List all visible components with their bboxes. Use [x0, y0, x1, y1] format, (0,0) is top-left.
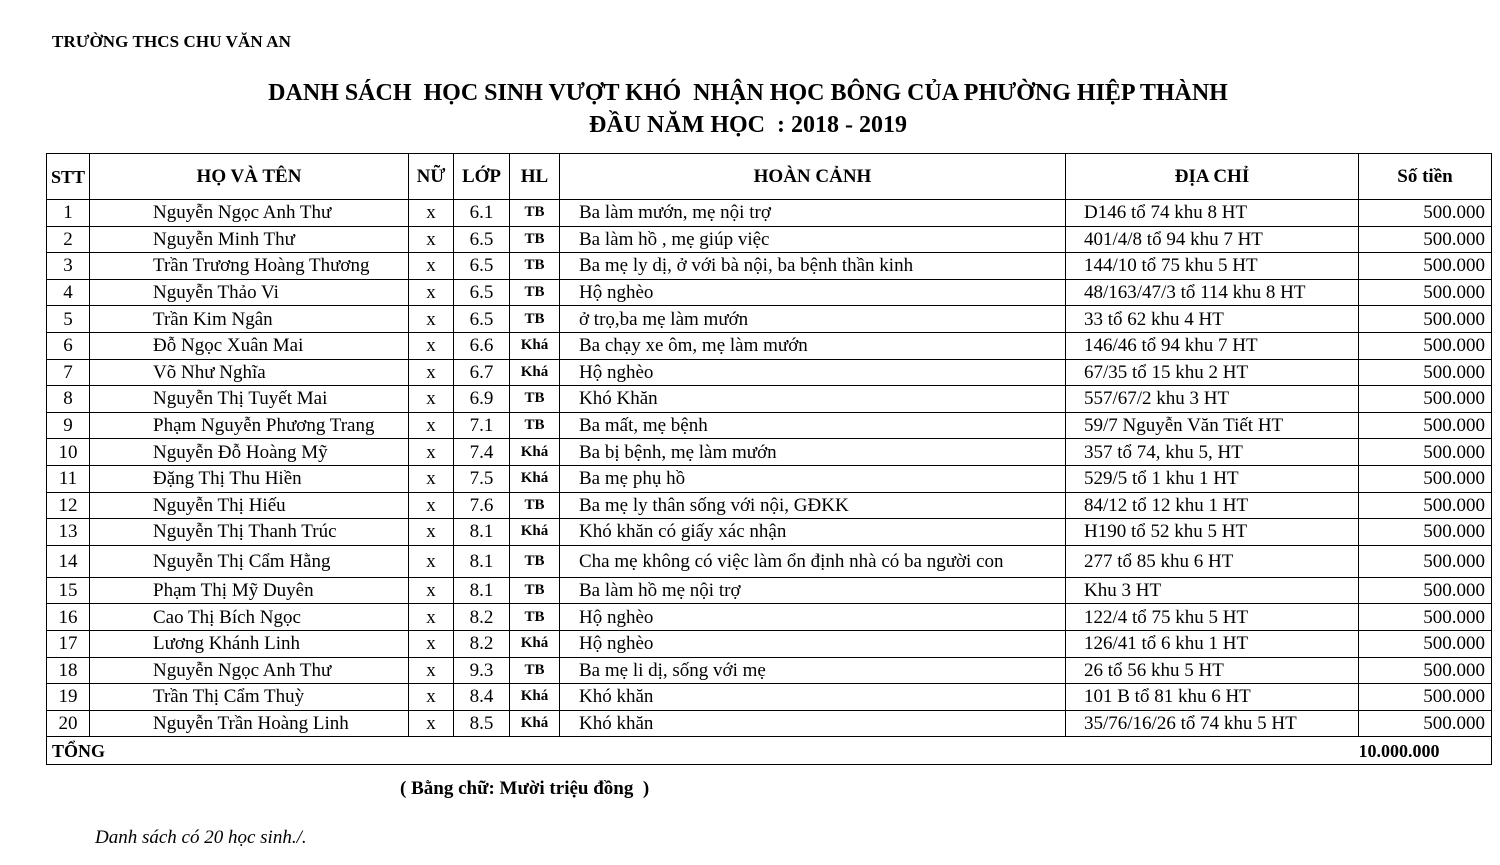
cell-hoancanh: ở trọ,ba mẹ làm mướn — [560, 306, 1066, 333]
cell-name: Trần Thị Cẩm Thuỳ — [90, 684, 409, 711]
cell-hoancanh: Khó khăn — [560, 710, 1066, 737]
cell-nu: x — [409, 359, 454, 386]
cell-name: Phạm Thị Mỹ Duyên — [90, 577, 409, 604]
cell-nu: x — [409, 577, 454, 604]
header-lop: LỚP — [454, 154, 510, 200]
header-hl: HL — [510, 154, 560, 200]
cell-hoancanh: Ba mất, mẹ bệnh — [560, 412, 1066, 439]
table-row — [47, 630, 1492, 657]
cell-name: Đỗ Ngọc Xuân Mai — [90, 332, 409, 359]
cell-diachi: 67/35 tổ 15 khu 2 HT — [1066, 359, 1359, 386]
cell-hoancanh: Ba làm hồ , mẹ giúp việc — [560, 226, 1066, 253]
cell-lop: 6.5 — [454, 226, 510, 253]
cell-sotien: 500.000 — [1359, 465, 1492, 492]
cell-hl: TB — [510, 200, 560, 227]
cell-lop: 6.7 — [454, 359, 510, 386]
cell-hl: Khá — [510, 439, 560, 466]
table-row — [47, 332, 1492, 359]
cell-nu: x — [409, 604, 454, 631]
cell-sotien: 500.000 — [1359, 577, 1492, 604]
cell-sotien: 500.000 — [1359, 604, 1492, 631]
cell-hoancanh: Ba chạy xe ôm, mẹ làm mướn — [560, 332, 1066, 359]
table-row — [47, 412, 1492, 439]
cell-name: Phạm Nguyễn Phương Trang — [90, 412, 409, 439]
cell-name: Nguyễn Thị Thanh Trúc — [90, 519, 409, 546]
cell-sotien: 500.000 — [1359, 439, 1492, 466]
cell-stt: 4 — [47, 279, 90, 306]
cell-sotien: 500.000 — [1359, 359, 1492, 386]
cell-nu: x — [409, 492, 454, 519]
cell-nu: x — [409, 657, 454, 684]
page-subtitle: ĐẦU NĂM HỌC : 2018 - 2019 — [589, 112, 907, 138]
cell-stt: 7 — [47, 359, 90, 386]
table-row — [47, 306, 1492, 333]
cell-diachi: 33 tổ 62 khu 4 HT — [1066, 306, 1359, 333]
cell-sotien: 500.000 — [1359, 630, 1492, 657]
cell-lop: 8.5 — [454, 710, 510, 737]
cell-hl: Khá — [510, 332, 560, 359]
table-row — [47, 465, 1492, 492]
table-row — [47, 439, 1492, 466]
total-label: TỔNG — [47, 737, 90, 765]
cell-sotien: 500.000 — [1359, 519, 1492, 546]
cell-hoancanh: Hộ nghèo — [560, 630, 1066, 657]
cell-name: Võ Như Nghĩa — [90, 359, 409, 386]
scholarship-table — [46, 153, 1492, 765]
cell-lop: 6.9 — [454, 386, 510, 413]
cell-nu: x — [409, 439, 454, 466]
cell-hoancanh: Ba mẹ li dị, sống với mẹ — [560, 657, 1066, 684]
student-count-note: Danh sách có 20 học sinh./. — [95, 827, 307, 848]
cell-name: Lương Khánh Linh — [90, 630, 409, 657]
cell-lop: 7.5 — [454, 465, 510, 492]
cell-hoancanh: Ba mẹ ly thân sống với nội, GĐKK — [560, 492, 1066, 519]
cell-nu: x — [409, 519, 454, 546]
cell-name: Nguyễn Thảo Vi — [90, 279, 409, 306]
cell-diachi: 35/76/16/26 tổ 74 khu 5 HT — [1066, 710, 1359, 737]
cell-diachi: 26 tổ 56 khu 5 HT — [1066, 657, 1359, 684]
cell-diachi: D146 tổ 74 khu 8 HT — [1066, 200, 1359, 227]
cell-hl: TB — [510, 306, 560, 333]
total-value: 10.000.000 — [1359, 737, 1492, 765]
cell-nu: x — [409, 684, 454, 711]
table-row — [47, 279, 1492, 306]
cell-sotien: 500.000 — [1359, 492, 1492, 519]
cell-sotien: 500.000 — [1359, 279, 1492, 306]
cell-hl: TB — [510, 604, 560, 631]
cell-hl: TB — [510, 545, 560, 577]
cell-sotien: 500.000 — [1359, 386, 1492, 413]
cell-nu: x — [409, 386, 454, 413]
cell-nu: x — [409, 332, 454, 359]
cell-name: Nguyễn Thị Cẩm Hằng — [90, 545, 409, 577]
cell-stt: 5 — [47, 306, 90, 333]
cell-nu: x — [409, 412, 454, 439]
cell-lop: 8.4 — [454, 684, 510, 711]
table-header-row — [47, 154, 1492, 200]
cell-diachi: 146/46 tổ 94 khu 7 HT — [1066, 332, 1359, 359]
cell-stt: 2 — [47, 226, 90, 253]
cell-diachi: H190 tổ 52 khu 5 HT — [1066, 519, 1359, 546]
cell-stt: 15 — [47, 577, 90, 604]
cell-nu: x — [409, 545, 454, 577]
cell-lop: 8.1 — [454, 577, 510, 604]
cell-lop: 6.5 — [454, 279, 510, 306]
cell-hoancanh: Ba làm hồ mẹ nội trợ — [560, 577, 1066, 604]
header-name: HỌ VÀ TÊN — [90, 154, 409, 200]
cell-hoancanh: Hộ nghèo — [560, 359, 1066, 386]
cell-name: Nguyễn Ngọc Anh Thư — [90, 200, 409, 227]
cell-stt: 8 — [47, 386, 90, 413]
table-row — [47, 604, 1492, 631]
cell-stt: 16 — [47, 604, 90, 631]
cell-lop: 7.6 — [454, 492, 510, 519]
table-row — [47, 657, 1492, 684]
cell-hl: Khá — [510, 710, 560, 737]
cell-hl: Khá — [510, 684, 560, 711]
cell-name: Trần Kim Ngân — [90, 306, 409, 333]
cell-nu: x — [409, 279, 454, 306]
cell-stt: 11 — [47, 465, 90, 492]
cell-hl: TB — [510, 492, 560, 519]
table-row — [47, 200, 1492, 227]
table-row — [47, 253, 1492, 280]
cell-sotien: 500.000 — [1359, 657, 1492, 684]
cell-stt: 6 — [47, 332, 90, 359]
cell-diachi: Khu 3 HT — [1066, 577, 1359, 604]
cell-stt: 10 — [47, 439, 90, 466]
cell-stt: 1 — [47, 200, 90, 227]
cell-hoancanh: Khó khăn có giấy xác nhận — [560, 519, 1066, 546]
cell-lop: 8.1 — [454, 519, 510, 546]
cell-diachi: 126/41 tổ 6 khu 1 HT — [1066, 630, 1359, 657]
cell-hl: TB — [510, 226, 560, 253]
table-row — [47, 359, 1492, 386]
cell-sotien: 500.000 — [1359, 545, 1492, 577]
cell-name: Nguyễn Minh Thư — [90, 226, 409, 253]
cell-hoancanh: Ba bị bệnh, mẹ làm mướn — [560, 439, 1066, 466]
cell-hl: Khá — [510, 465, 560, 492]
cell-hoancanh: Ba mẹ ly dị, ở với bà nội, ba bệnh thần kinh — [560, 253, 1066, 280]
header-sotien: Số tiền — [1359, 154, 1492, 200]
total-row — [47, 737, 1492, 765]
cell-lop: 7.4 — [454, 439, 510, 466]
cell-stt: 9 — [47, 412, 90, 439]
cell-name: Nguyễn Đỗ Hoàng Mỹ — [90, 439, 409, 466]
cell-sotien: 500.000 — [1359, 226, 1492, 253]
cell-sotien: 500.000 — [1359, 412, 1492, 439]
table-row — [47, 684, 1492, 711]
cell-stt: 19 — [47, 684, 90, 711]
cell-name: Nguyễn Thị Tuyết Mai — [90, 386, 409, 413]
table-row — [47, 386, 1492, 413]
cell-nu: x — [409, 465, 454, 492]
cell-hl: TB — [510, 412, 560, 439]
cell-diachi: 59/7 Nguyễn Văn Tiết HT — [1066, 412, 1359, 439]
cell-hoancanh: Hộ nghèo — [560, 279, 1066, 306]
cell-lop: 6.1 — [454, 200, 510, 227]
cell-hl: Khá — [510, 519, 560, 546]
header-nu: NỮ — [409, 154, 454, 200]
cell-hoancanh: Ba làm mướn, mẹ nội trợ — [560, 200, 1066, 227]
cell-stt: 14 — [47, 545, 90, 577]
cell-name: Nguyễn Thị Hiếu — [90, 492, 409, 519]
cell-diachi: 529/5 tổ 1 khu 1 HT — [1066, 465, 1359, 492]
table-row — [47, 492, 1492, 519]
cell-diachi: 144/10 tổ 75 khu 5 HT — [1066, 253, 1359, 280]
cell-name: Cao Thị Bích Ngọc — [90, 604, 409, 631]
cell-diachi: 122/4 tổ 75 khu 5 HT — [1066, 604, 1359, 631]
amount-in-words: ( Bằng chữ: Mười triệu đồng ) — [400, 778, 650, 799]
total-spacer — [90, 737, 1359, 765]
cell-lop: 6.5 — [454, 306, 510, 333]
cell-lop: 8.1 — [454, 545, 510, 577]
cell-diachi: 84/12 tổ 12 khu 1 HT — [1066, 492, 1359, 519]
cell-sotien: 500.000 — [1359, 710, 1492, 737]
cell-hoancanh: Hộ nghèo — [560, 604, 1066, 631]
cell-name: Đặng Thị Thu Hiền — [90, 465, 409, 492]
cell-stt: 17 — [47, 630, 90, 657]
cell-hl: TB — [510, 657, 560, 684]
table-row — [47, 545, 1492, 577]
table-row — [47, 577, 1492, 604]
cell-hl: TB — [510, 279, 560, 306]
cell-stt: 20 — [47, 710, 90, 737]
cell-lop: 7.1 — [454, 412, 510, 439]
cell-lop: 6.5 — [454, 253, 510, 280]
cell-nu: x — [409, 630, 454, 657]
table-row — [47, 710, 1492, 737]
cell-sotien: 500.000 — [1359, 684, 1492, 711]
cell-sotien: 500.000 — [1359, 306, 1492, 333]
cell-lop: 9.3 — [454, 657, 510, 684]
cell-hl: TB — [510, 386, 560, 413]
cell-nu: x — [409, 306, 454, 333]
cell-nu: x — [409, 226, 454, 253]
cell-nu: x — [409, 710, 454, 737]
cell-stt: 12 — [47, 492, 90, 519]
cell-diachi: 101 B tổ 81 khu 6 HT — [1066, 684, 1359, 711]
cell-diachi: 357 tổ 74, khu 5, HT — [1066, 439, 1359, 466]
header-hoancanh: HOÀN CẢNH — [560, 154, 1066, 200]
cell-sotien: 500.000 — [1359, 200, 1492, 227]
table-row — [47, 519, 1492, 546]
cell-hl: Khá — [510, 630, 560, 657]
cell-hoancanh: Ba mẹ phụ hồ — [560, 465, 1066, 492]
cell-hl: TB — [510, 577, 560, 604]
cell-diachi: 401/4/8 tổ 94 khu 7 HT — [1066, 226, 1359, 253]
cell-stt: 3 — [47, 253, 90, 280]
school-name: TRƯỜNG THCS CHU VĂN AN — [52, 32, 291, 51]
cell-lop: 8.2 — [454, 604, 510, 631]
cell-stt: 13 — [47, 519, 90, 546]
cell-stt: 18 — [47, 657, 90, 684]
page-title: DANH SÁCH HỌC SINH VƯỢT KHÓ NHẬN HỌC BÔNG CỦA PHƯỜNG HIỆP THÀNH — [268, 80, 1228, 106]
cell-sotien: 500.000 — [1359, 253, 1492, 280]
cell-hl: Khá — [510, 359, 560, 386]
header-diachi: ĐỊA CHỈ — [1066, 154, 1359, 200]
cell-hoancanh: Cha mẹ không có việc làm ổn định nhà có ba người con — [560, 545, 1066, 577]
cell-sotien: 500.000 — [1359, 332, 1492, 359]
table-row — [47, 226, 1492, 253]
cell-hoancanh: Khó Khăn — [560, 386, 1066, 413]
cell-hoancanh: Khó khăn — [560, 684, 1066, 711]
cell-nu: x — [409, 200, 454, 227]
cell-name: Nguyễn Trần Hoàng Linh — [90, 710, 409, 737]
cell-diachi: 277 tổ 85 khu 6 HT — [1066, 545, 1359, 577]
cell-lop: 6.6 — [454, 332, 510, 359]
cell-nu: x — [409, 253, 454, 280]
cell-diachi: 557/67/2 khu 3 HT — [1066, 386, 1359, 413]
cell-diachi: 48/163/47/3 tổ 114 khu 8 HT — [1066, 279, 1359, 306]
header-stt: STT — [47, 154, 90, 200]
cell-name: Nguyễn Ngọc Anh Thư — [90, 657, 409, 684]
cell-name: Trần Trương Hoàng Thương — [90, 253, 409, 280]
cell-hl: TB — [510, 253, 560, 280]
cell-lop: 8.2 — [454, 630, 510, 657]
